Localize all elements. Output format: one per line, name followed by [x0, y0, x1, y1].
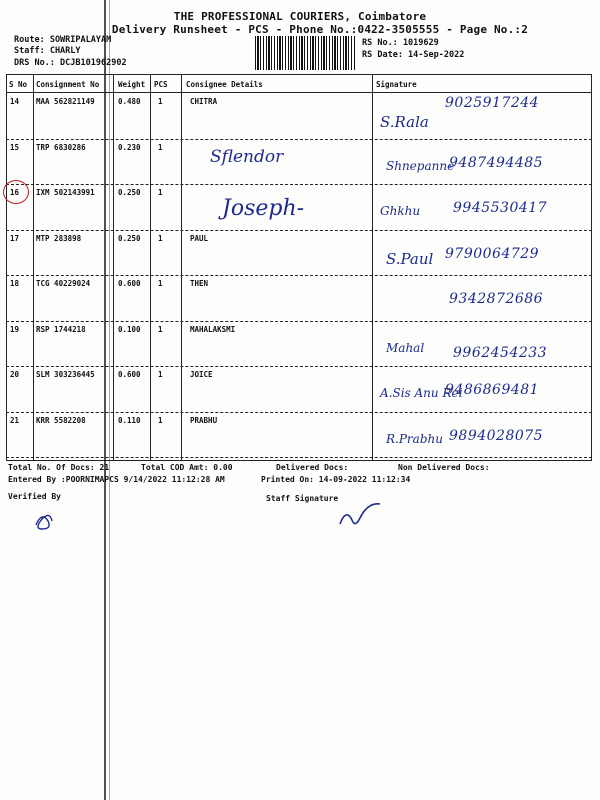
col-divider: [181, 74, 182, 460]
row-signature-phone: 9025917244: [445, 95, 540, 111]
row-pcs: 1: [158, 415, 163, 425]
row-weight: 0.230: [118, 142, 141, 152]
row-sno: 15: [10, 142, 20, 152]
row-weight: 0.100: [118, 324, 141, 334]
table-bottom-border: [6, 460, 592, 461]
row-weight: 0.250: [118, 188, 141, 197]
row-signature-phone: 9962454233: [453, 344, 548, 361]
row-consignment-no: MTP 283898: [36, 233, 82, 243]
total-docs: Total No. Of Docs: 21: [8, 463, 110, 472]
total-cod: Total COD Amt: 0.00: [141, 463, 233, 472]
drs-number: DRS No.: DCJB101962902: [14, 58, 127, 68]
row-sno: 16: [10, 188, 20, 197]
row-consignment-no: RSP 1744218: [36, 324, 86, 334]
row-weight: 0.600: [118, 370, 141, 379]
margin-line: [104, 0, 106, 800]
row-pcs: 1: [158, 279, 163, 288]
row-sno: 21: [10, 415, 20, 425]
row-signature-name: Mahal: [386, 340, 425, 355]
row-signature-phone: 9486869481: [445, 382, 540, 398]
row-separator: [6, 139, 592, 140]
row-signature-phone: 9342872686: [449, 291, 544, 307]
row-weight: 0.480: [118, 97, 141, 106]
col-divider: [591, 74, 592, 460]
route-label: Route: SOWRIPALAYAM: [14, 35, 112, 45]
col-divider: [372, 74, 373, 460]
row-sno: 19: [10, 324, 20, 334]
row-consignee-handwritten: Sflendor: [210, 146, 284, 167]
non-delivered-docs: Non Delivered Docs:: [398, 463, 490, 472]
row-sno: 14: [10, 97, 20, 106]
row-consignment-no: TCG 40229024: [36, 279, 91, 288]
staff-signature-label: Staff Signature: [266, 494, 339, 503]
col-divider: [113, 74, 114, 460]
row-separator: [6, 184, 592, 185]
row-consignee: PAUL: [190, 233, 209, 243]
col-divider: [33, 74, 34, 460]
col-divider: [150, 74, 151, 460]
row-consignment-no: SLM 303236445: [36, 370, 95, 379]
row-signature-name: Shnepanne: [386, 158, 455, 173]
barcode: [255, 36, 355, 70]
row-signature-name: S.Paul: [386, 249, 434, 268]
row-sno: 17: [10, 233, 20, 243]
table-top-border: [6, 74, 592, 75]
row-consignee: CHITRA: [190, 97, 218, 106]
row-consignment-no: IXM 502143991: [36, 188, 95, 197]
delivered-docs: Delivered Docs:: [276, 463, 349, 472]
table-header-border: [6, 92, 592, 93]
col-header-pcs: PCS: [154, 80, 168, 89]
row-pcs: 1: [158, 324, 163, 334]
row-signature-phone: 9945530417: [453, 200, 548, 216]
rs-number: RS No.: 1019629: [362, 38, 439, 48]
row-separator: [6, 366, 592, 367]
row-consignee: THEN: [190, 279, 209, 288]
row-signature-phone: 9894028075: [449, 427, 544, 444]
row-signature-phone: 9487494485: [449, 154, 544, 171]
row-consignee-handwritten: Joseph-: [222, 196, 305, 221]
row-pcs: 1: [158, 142, 163, 152]
row-pcs: 1: [158, 370, 163, 379]
row-separator: [6, 230, 592, 231]
col-header-sno: S No: [9, 80, 28, 89]
verified-by: Verified By: [8, 492, 61, 501]
row-signature-name: R.Prabhu: [386, 431, 443, 446]
row-consignment-no: MAA 562821149: [36, 97, 95, 106]
rs-date: RS Date: 14-Sep-2022: [362, 50, 465, 60]
entered-by: Entered By :POORNIMAPCS 9/14/2022 11:12:28 AM: [8, 475, 225, 484]
row-pcs: 1: [158, 233, 163, 243]
col-header-signature: Signature: [376, 80, 417, 89]
row-consignee: PRABHU: [190, 415, 218, 425]
col-header-consignment: Consignment No: [36, 80, 100, 89]
row-separator: [6, 321, 592, 322]
annotation-circle: [3, 180, 29, 204]
row-weight: 0.110: [118, 415, 141, 425]
row-weight: 0.600: [118, 279, 141, 288]
verifier-initials: [30, 505, 60, 535]
row-sno: 18: [10, 279, 20, 288]
runsheet-subtitle: Delivery Runsheet - PCS - Phone No.:0422-3505555 - Page No.:2: [111, 23, 529, 36]
printed-on: Printed On: 14-09-2022 11:12:34: [261, 475, 411, 484]
row-signature-name: Ghkhu: [380, 204, 421, 218]
staff-label: Staff: CHARLY: [14, 46, 81, 56]
margin-line-secondary: [109, 0, 110, 800]
row-separator: [6, 275, 592, 276]
row-consignment-no: KRR 5582208: [36, 415, 86, 425]
row-signature-name: S.Rala: [380, 113, 429, 131]
row-consignment-no: TRP 6830286: [36, 142, 86, 152]
row-consignee: MAHALAKSMI: [190, 324, 236, 334]
row-signature-name: A.Sis Anu Rei: [380, 386, 463, 400]
row-pcs: 1: [158, 97, 163, 106]
company-title: THE PROFESSIONAL COURIERS, Coimbatore: [173, 10, 427, 23]
staff-signature-mark: [335, 500, 385, 532]
row-pcs: 1: [158, 188, 163, 197]
row-separator: [6, 457, 592, 458]
row-separator: [6, 412, 592, 413]
col-header-weight: Weight: [118, 80, 146, 89]
row-weight: 0.250: [118, 233, 141, 243]
col-divider: [6, 74, 7, 460]
col-header-consignee: Consignee Details: [186, 80, 263, 89]
row-sno: 20: [10, 370, 20, 379]
row-consignee: JOICE: [190, 370, 213, 379]
row-signature-phone: 9790064729: [445, 245, 540, 262]
